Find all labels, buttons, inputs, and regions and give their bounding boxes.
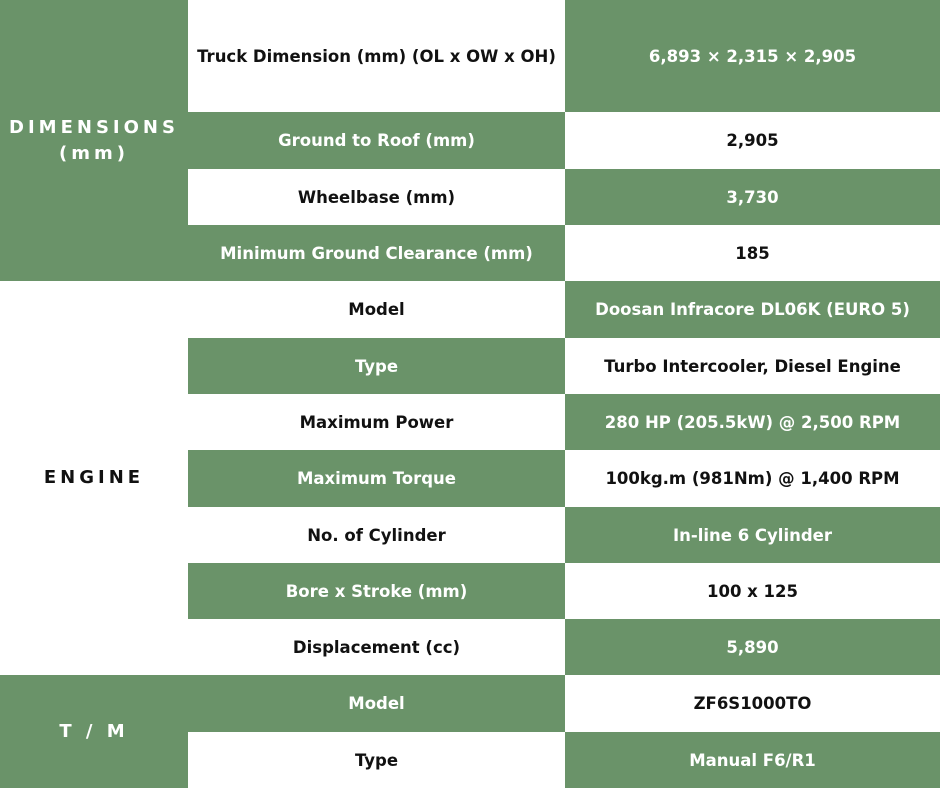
- row-value: In-line 6 Cylinder: [565, 507, 940, 563]
- section-title-line1: DIMENSIONS: [9, 116, 179, 138]
- row-label: Truck Dimension (mm) (OL x OW x OH): [188, 0, 565, 112]
- row-label: Displacement (cc): [188, 619, 565, 675]
- row-label: Model: [188, 675, 565, 732]
- row-value: 3,730: [565, 169, 940, 225]
- section-engine-title: [0, 281, 188, 675]
- section-tm-title: [0, 675, 188, 788]
- row-label: Bore x Stroke (mm): [188, 563, 565, 619]
- row-label: Model: [188, 281, 565, 338]
- row-label: Type: [188, 338, 565, 394]
- row-label: Maximum Torque: [188, 450, 565, 507]
- section-title-line1: T / M: [59, 720, 129, 742]
- row-label: Type: [188, 732, 565, 788]
- row-label: Maximum Power: [188, 394, 565, 450]
- row-value: ZF6S1000TO: [565, 675, 940, 732]
- row-label: No. of Cylinder: [188, 507, 565, 563]
- row-value: 2,905: [565, 112, 940, 169]
- row-value: Manual F6/R1: [565, 732, 940, 788]
- row-value: Turbo Intercooler, Diesel Engine: [565, 338, 940, 394]
- row-value: 280 HP (205.5kW) @ 2,500 RPM: [565, 394, 940, 450]
- row-value: 5,890: [565, 619, 940, 675]
- row-label: Wheelbase (mm): [188, 169, 565, 225]
- row-label: Minimum Ground Clearance (mm): [188, 225, 565, 281]
- row-label: Ground to Roof (mm): [188, 112, 565, 169]
- row-value: 100 x 125: [565, 563, 940, 619]
- section-dimensions-title: [0, 0, 188, 281]
- section-title-line2: (mm): [59, 142, 129, 164]
- row-value: 6,893 × 2,315 × 2,905: [565, 0, 940, 112]
- row-value: 100kg.m (981Nm) @ 1,400 RPM: [565, 450, 940, 507]
- section-title-line1: ENGINE: [43, 467, 145, 488]
- row-value: Doosan Infracore DL06K (EURO 5): [565, 281, 940, 338]
- row-value: 185: [565, 225, 940, 281]
